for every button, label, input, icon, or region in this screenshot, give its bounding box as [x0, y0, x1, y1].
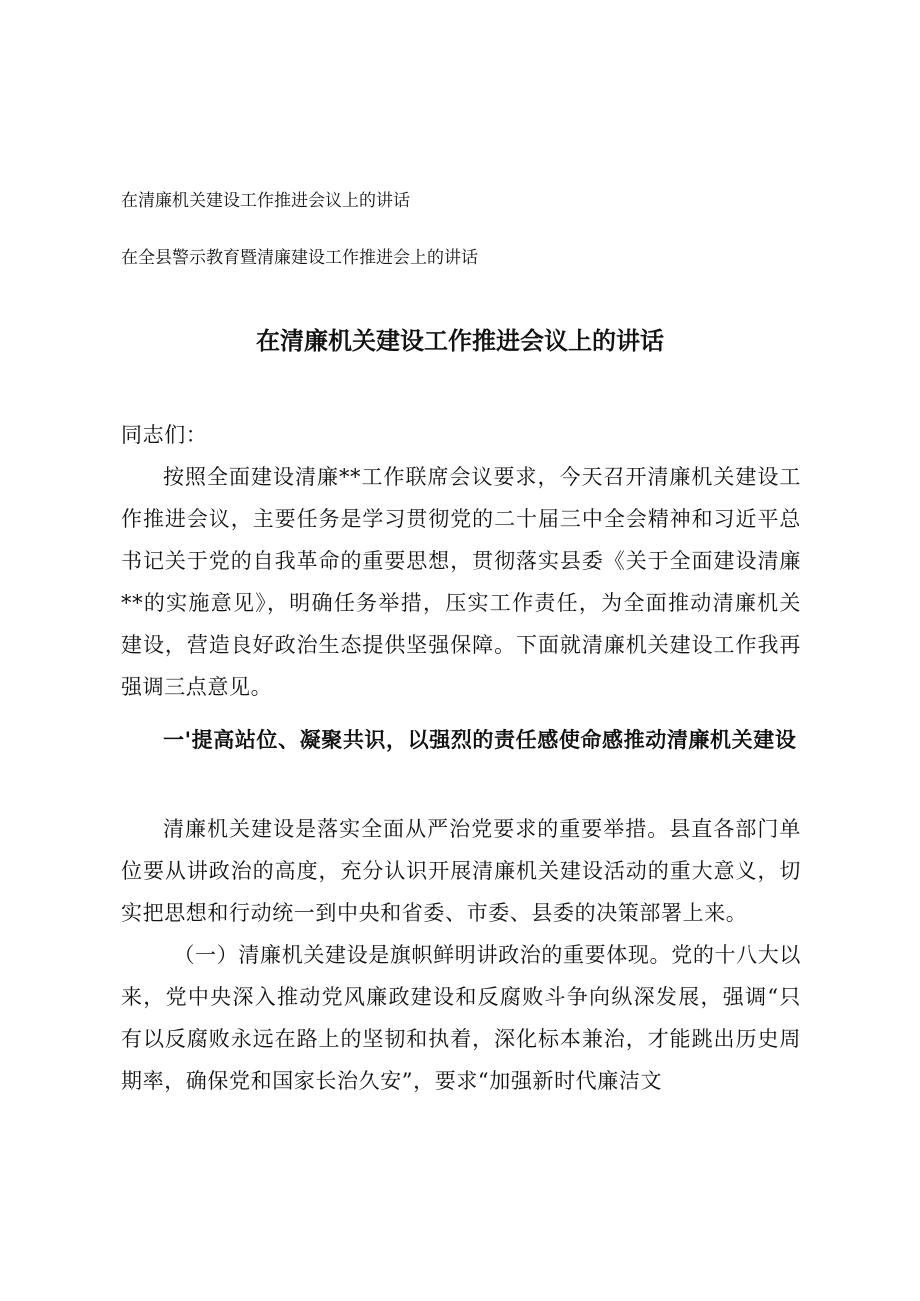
paragraph-intro: 按照全面建设清廉**工作联席会议要求，今天召开清廉机关建设工作推进会议，主要任务是学习贯彻党的二十届三中全会精神和习近平总书记关于党的自我革命的重要思想，贯彻落实县委《关于全面建设清廉**的实施意见》，明确任务举措，压实工作责任，为全面推动清廉机关建设，营造良好政治生态提供坚强保障。下面就清廉机关建设工作我再强调三点意见。 — [121, 465, 801, 699]
toc-item-2[interactable]: 在全县警示教育暨清廉建设工作推进会上的讲话 — [121, 248, 478, 268]
document-title: 在清廉机关建设工作推进会议上的讲话 — [256, 327, 664, 355]
paragraph-subsection-1: （一）清廉机关建设是旗帜鲜明讲政治的重要体现。党的十八大以来，党中央深入推动党风廉政建设和反腐败斗争向纵深发展，强调“只有以反腐败永远在路上的坚韧和执着，深化标本兼治，才能跳出历史周期率，确保党和国家长治久安”，要求“加强新时代廉洁文 — [121, 943, 801, 1093]
toc-item-1[interactable]: 在清廉机关建设工作推进会议上的讲话 — [121, 191, 410, 211]
paragraph-section-1: 清廉机关建设是落实全面从严治党要求的重要举措。县直各部门单位要从讲政治的高度，充分认识开展清廉机关建设活动的重大意义，切实把思想和行动统一到中央和省委、市委、县委的决策部署上来。 — [121, 817, 801, 925]
section-heading-1: 一'提高站位、凝聚共识，以强烈的责任感使命感推动清廉机关建设 — [163, 727, 797, 752]
salutation: 同志们： — [121, 423, 208, 447]
